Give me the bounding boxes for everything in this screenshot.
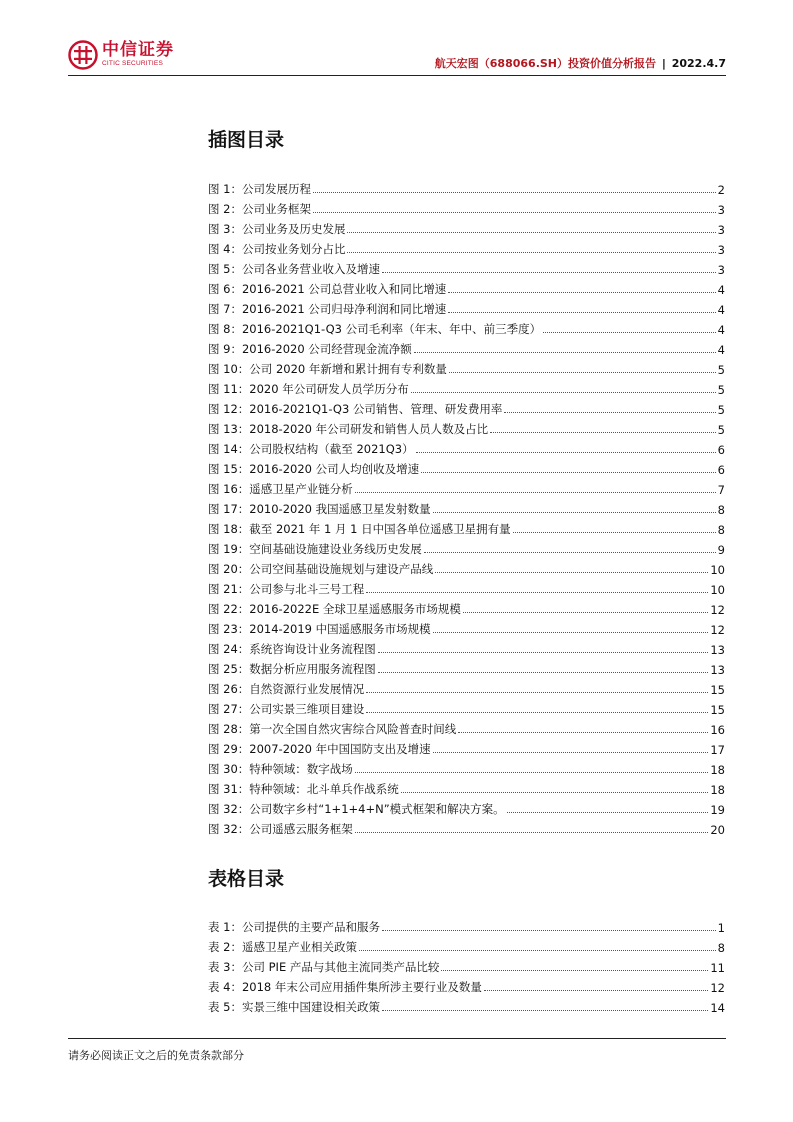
company-logo xyxy=(68,40,174,70)
table-entry-page: 12 xyxy=(710,981,725,995)
figure-toc-entry[interactable] xyxy=(208,517,725,537)
figure-toc-entry[interactable] xyxy=(208,677,725,697)
figure-entry-page: 3 xyxy=(717,223,725,237)
figure-toc-entry[interactable] xyxy=(208,597,725,617)
dot-leader xyxy=(424,551,716,553)
tables-toc-list xyxy=(208,915,725,1015)
dot-leader xyxy=(313,191,716,193)
figure-entry-label: 图 7：2016-2021 公司归母净利润和同比增速 xyxy=(208,302,447,316)
dot-leader xyxy=(421,471,716,473)
figure-entry-page: 8 xyxy=(717,523,725,537)
figure-entry-page: 17 xyxy=(710,743,725,757)
title-separator: | xyxy=(661,57,666,70)
figure-entry-label: 图 30：特种领域：数字战场 xyxy=(208,762,353,776)
figure-entry-label: 图 23：2014-2019 中国遥感服务市场规模 xyxy=(208,622,431,636)
figure-entry-label: 图 16：遥感卫星产业链分析 xyxy=(208,482,353,496)
figure-toc-entry[interactable] xyxy=(208,437,725,457)
figure-entry-label: 图 32：公司遥感云服务框架 xyxy=(208,822,353,836)
figure-entry-page: 16 xyxy=(710,723,725,737)
figure-toc-entry[interactable] xyxy=(208,197,725,217)
figure-entry-page: 9 xyxy=(717,543,725,557)
figure-toc-entry[interactable] xyxy=(208,697,725,717)
dot-leader xyxy=(441,969,708,971)
dot-leader xyxy=(382,1009,708,1011)
figure-toc-entry[interactable] xyxy=(208,537,725,557)
table-toc-entry[interactable] xyxy=(208,935,725,955)
figure-entry-page: 12 xyxy=(710,623,725,637)
dot-leader xyxy=(355,491,716,493)
figure-entry-page: 4 xyxy=(717,303,725,317)
dot-leader xyxy=(435,571,708,573)
dot-leader xyxy=(355,771,709,773)
table-entry-label: 表 1：公司提供的主要产品和服务 xyxy=(208,920,380,934)
dot-leader xyxy=(448,291,715,293)
figure-toc-entry[interactable] xyxy=(208,717,725,737)
figure-entry-label: 图 2：公司业务框架 xyxy=(208,202,311,216)
figure-entry-page: 8 xyxy=(717,503,725,517)
table-toc-entry[interactable] xyxy=(208,975,725,995)
dot-leader xyxy=(507,811,709,813)
figure-toc-entry[interactable] xyxy=(208,577,725,597)
figure-toc-entry[interactable] xyxy=(208,257,725,277)
figure-entry-label: 图 25：数据分析应用服务流程图 xyxy=(208,662,376,676)
figure-toc-entry[interactable] xyxy=(208,237,725,257)
dot-leader xyxy=(313,211,716,213)
figure-toc-entry[interactable] xyxy=(208,737,725,757)
figure-toc-entry[interactable] xyxy=(208,657,725,677)
figure-entry-page: 7 xyxy=(717,483,725,497)
dot-leader xyxy=(463,611,708,613)
figure-entry-page: 12 xyxy=(710,603,725,617)
figure-entry-label: 图 27：公司实景三维项目建设 xyxy=(208,702,365,716)
figure-entry-label: 图 8：2016-2021Q1-Q3 公司毛利率（年末、年中、前三季度） xyxy=(208,322,542,336)
dot-leader xyxy=(448,311,715,313)
figure-entry-label: 图 31：特种领域：北斗单兵作战系统 xyxy=(208,782,399,796)
figure-entry-page: 3 xyxy=(717,263,725,277)
dot-leader xyxy=(378,651,709,653)
figure-entry-label: 图 12：2016-2021Q1-Q3 公司销售、管理、研发费用率 xyxy=(208,402,503,416)
figure-toc-entry[interactable] xyxy=(208,277,725,297)
dot-leader xyxy=(366,591,708,593)
dot-leader xyxy=(366,711,708,713)
figure-entry-label: 图 28：第一次全国自然灾害综合风险普查时间线 xyxy=(208,722,457,736)
figure-toc-entry[interactable] xyxy=(208,797,725,817)
figure-entry-page: 6 xyxy=(717,463,725,477)
figure-entry-label: 图 11：2020 年公司研发人员学历分布 xyxy=(208,382,409,396)
figure-entry-page: 4 xyxy=(717,343,725,357)
figure-entry-page: 5 xyxy=(717,423,725,437)
dot-leader xyxy=(433,631,709,633)
figure-entry-label: 图 26：自然资源行业发展情况 xyxy=(208,682,365,696)
figure-toc-entry[interactable] xyxy=(208,777,725,797)
figure-entry-page: 15 xyxy=(710,683,725,697)
figure-toc-entry[interactable] xyxy=(208,397,725,417)
dot-leader xyxy=(359,949,716,951)
dot-leader xyxy=(347,231,715,233)
dot-leader xyxy=(449,371,716,373)
header-divider xyxy=(68,75,726,76)
table-toc-entry[interactable] xyxy=(208,995,725,1015)
figure-entry-page: 18 xyxy=(710,783,725,797)
figure-entry-label: 图 24：系统咨询设计业务流程图 xyxy=(208,642,376,656)
dot-leader xyxy=(458,731,708,733)
dot-leader xyxy=(504,411,715,413)
figure-entry-label: 图 3：公司业务及历史发展 xyxy=(208,222,346,236)
figure-entry-label: 图 22：2016-2022E 全球卫星遥感服务市场规模 xyxy=(208,602,461,616)
figure-toc-entry[interactable] xyxy=(208,317,725,337)
figure-entry-label: 图 19：空间基础设施建设业务线历史发展 xyxy=(208,542,422,556)
figure-entry-page: 19 xyxy=(710,803,725,817)
figure-entry-label: 图 13：2018-2020 年公司研发和销售人员人数及占比 xyxy=(208,422,489,436)
figure-entry-label: 图 17：2010-2020 我国遥感卫星发射数量 xyxy=(208,502,431,516)
figure-toc-entry[interactable] xyxy=(208,757,725,777)
dot-leader xyxy=(490,431,716,433)
figure-entry-label: 图 32：公司数字乡村“1+1+4+N”模式框架和解决方案。 xyxy=(208,802,505,816)
footer-disclaimer: 请务必阅读正文之后的免责条款部分 xyxy=(68,1049,244,1062)
figures-toc-title: 插图目录 xyxy=(208,129,285,151)
dot-leader xyxy=(543,331,716,333)
citic-logo-icon xyxy=(68,40,98,70)
report-date: 2022.4.7 xyxy=(671,57,726,70)
dot-leader xyxy=(355,831,709,833)
figure-toc-entry[interactable] xyxy=(208,477,725,497)
figure-entry-page: 20 xyxy=(710,823,725,837)
table-entry-page: 8 xyxy=(717,941,725,955)
logo-name-cn: 中信证券 xyxy=(102,40,174,61)
dot-leader xyxy=(414,351,716,353)
figure-entry-page: 13 xyxy=(710,643,725,657)
dot-leader xyxy=(382,271,716,273)
figure-toc-entry[interactable] xyxy=(208,217,725,237)
page-header xyxy=(68,40,726,76)
dot-leader xyxy=(347,251,715,253)
dot-leader xyxy=(416,451,716,453)
tables-toc-title: 表格目录 xyxy=(208,868,285,890)
figure-entry-page: 15 xyxy=(710,703,725,717)
figure-entry-page: 3 xyxy=(717,243,725,257)
table-entry-page: 1 xyxy=(717,921,725,935)
table-toc-entry[interactable] xyxy=(208,955,725,975)
figure-entry-label: 图 9：2016-2020 公司经营现金流净额 xyxy=(208,342,412,356)
figure-entry-page: 6 xyxy=(717,443,725,457)
dot-leader xyxy=(433,751,709,753)
figure-entry-label: 图 4：公司按业务划分占比 xyxy=(208,242,346,256)
figure-entry-label: 图 29：2007-2020 年中国国防支出及增速 xyxy=(208,742,431,756)
table-entry-label: 表 3：公司 PIE 产品与其他主流同类产品比较 xyxy=(208,960,440,974)
figure-toc-entry[interactable] xyxy=(208,297,725,317)
figure-entry-label: 图 5：公司各业务营业收入及增速 xyxy=(208,262,380,276)
dot-leader xyxy=(411,391,716,393)
figure-entry-label: 图 20：公司空间基础设施规划与建设产品线 xyxy=(208,562,434,576)
figure-entry-page: 5 xyxy=(717,403,725,417)
dot-leader xyxy=(378,671,709,673)
table-entry-label: 表 2：遥感卫星产业相关政策 xyxy=(208,940,357,954)
table-entry-label: 表 5：实景三维中国建设相关政策 xyxy=(208,1000,380,1014)
figure-toc-entry[interactable] xyxy=(208,817,725,837)
figure-entry-label: 图 15：2016-2020 公司人均创收及增速 xyxy=(208,462,420,476)
figure-toc-entry[interactable] xyxy=(208,557,725,577)
logo-text xyxy=(102,42,174,68)
figure-entry-page: 4 xyxy=(717,283,725,297)
dot-leader xyxy=(366,691,708,693)
dot-leader xyxy=(401,791,709,793)
dot-leader xyxy=(433,511,716,513)
figure-entry-label: 图 18：截至 2021 年 1 月 1 日中国各单位遥感卫星拥有量 xyxy=(208,522,511,536)
figure-entry-page: 2 xyxy=(717,183,725,197)
figure-entry-page: 5 xyxy=(717,363,725,377)
figures-toc-list xyxy=(208,177,725,837)
footer-divider xyxy=(68,1038,726,1039)
figure-entry-label: 图 21：公司参与北斗三号工程 xyxy=(208,582,365,596)
figure-entry-page: 4 xyxy=(717,323,725,337)
figure-toc-entry[interactable] xyxy=(208,617,725,637)
figure-toc-entry[interactable] xyxy=(208,457,725,477)
table-entry-page: 11 xyxy=(710,961,725,975)
figure-entry-page: 5 xyxy=(717,383,725,397)
logo-name-en: CITIC SECURITIES xyxy=(102,60,163,68)
figure-toc-entry[interactable] xyxy=(208,637,725,657)
report-title xyxy=(435,55,726,71)
table-entry-page: 14 xyxy=(710,1001,725,1015)
figure-entry-label: 图 10：公司 2020 年新增和累计拥有专利数量 xyxy=(208,362,447,376)
figure-toc-entry[interactable] xyxy=(208,417,725,437)
dot-leader xyxy=(484,989,708,991)
figure-entry-label: 图 6：2016-2021 公司总营业收入和同比增速 xyxy=(208,282,447,296)
table-entry-label: 表 4：2018 年末公司应用插件集所涉主要行业及数量 xyxy=(208,980,482,994)
report-name: 航天宏图（688066.SH）投资价值分析报告 xyxy=(434,57,656,70)
figure-entry-page: 18 xyxy=(710,763,725,777)
figure-entry-page: 3 xyxy=(717,203,725,217)
figure-entry-page: 10 xyxy=(710,583,725,597)
dot-leader xyxy=(382,929,716,931)
figure-toc-entry[interactable] xyxy=(208,337,725,357)
table-toc-entry[interactable] xyxy=(208,915,725,935)
figure-entry-label: 图 14：公司股权结构（截至 2021Q3） xyxy=(208,442,414,456)
figure-toc-entry[interactable] xyxy=(208,377,725,397)
figure-toc-entry[interactable] xyxy=(208,177,725,197)
figure-toc-entry[interactable] xyxy=(208,497,725,517)
figure-entry-label: 图 1：公司发展历程 xyxy=(208,182,311,196)
figure-toc-entry[interactable] xyxy=(208,357,725,377)
dot-leader xyxy=(513,531,716,533)
figure-entry-page: 13 xyxy=(710,663,725,677)
figure-entry-page: 10 xyxy=(710,563,725,577)
